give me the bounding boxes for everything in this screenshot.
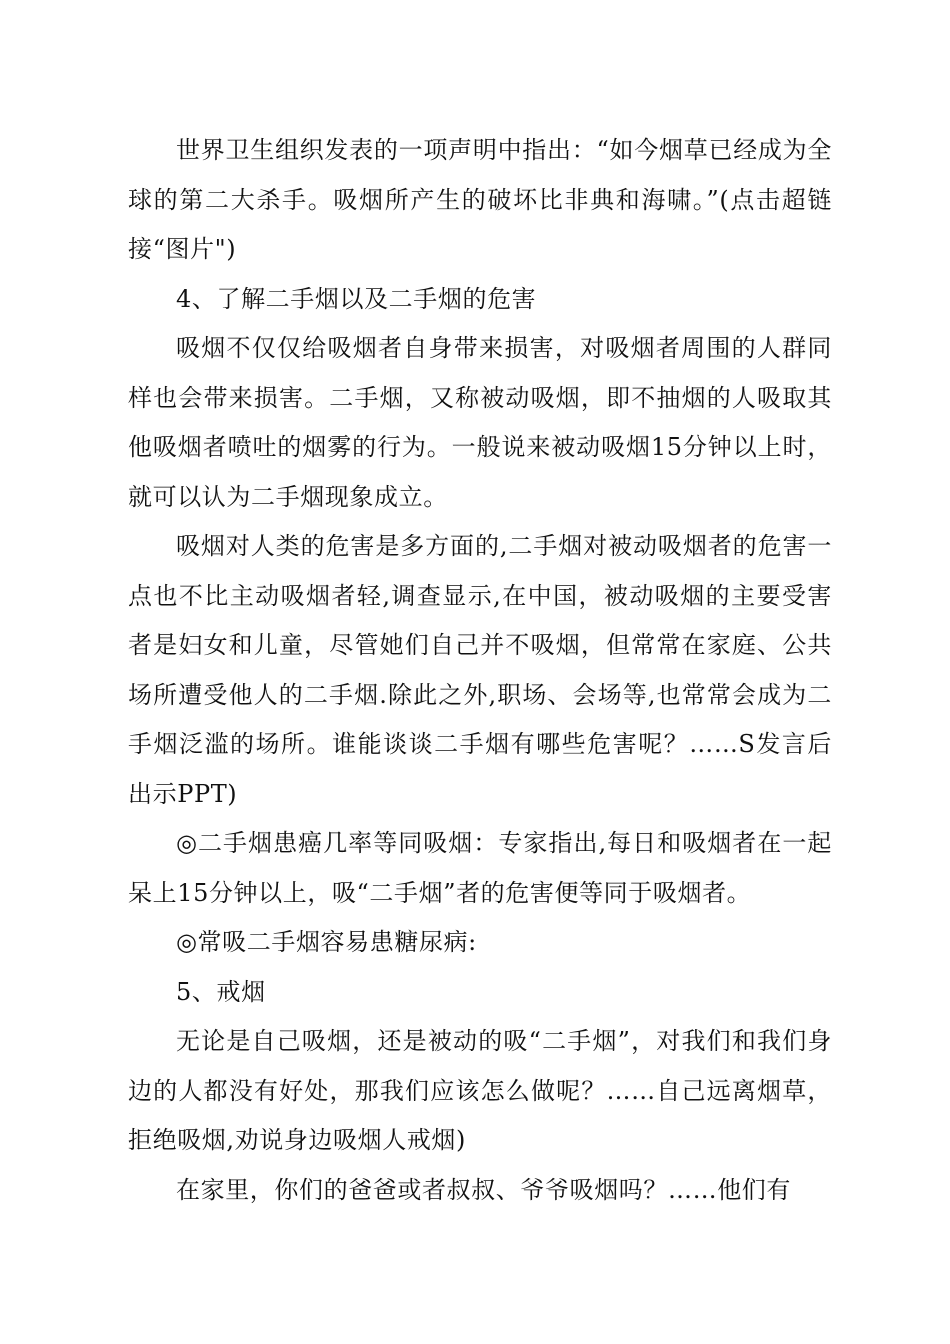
document-body	[128, 126, 832, 1215]
paragraph-who-statement: 世界卫生组织发表的一项声明中指出：“如今烟草已经成为全球的第二大杀手。吸烟所产生的破坏比非典和海啸。”(点击超链接“图片")	[128, 136, 832, 263]
paragraph-secondhand-harm: 吸烟对人类的危害是多方面的,二手烟对被动吸烟者的危害一点也不比主动吸烟者轻,调查显示,在中国，被动吸烟的主要受害者是妇女和儿童，尽管她们自己并不吸烟，但常常在家庭、公共场所遭受他人的二手烟.除此之外,职场、会场等,也常常会成为二手烟泛滥的场所。谁能谈谈二手烟有哪些危害呢？……S发言后出示PPT)	[128, 532, 832, 808]
bullet-cancer-risk: ◎二手烟患癌几率等同吸烟：专家指出,每日和吸烟者在一起呆上15分钟以上，吸“二手烟”者的危害便等同于吸烟者。	[128, 829, 832, 907]
paragraph-what-to-do: 无论是自己吸烟，还是被动的吸“二手烟”，对我们和我们身边的人都没有好处，那我们应该怎么做呢？……自己远离烟草，拒绝吸烟,劝说身边吸烟人戒烟)	[128, 1027, 832, 1154]
bullet-diabetes-risk: ◎常吸二手烟容易患糖尿病:	[176, 928, 477, 956]
paragraph-secondhand-definition: 吸烟不仅仅给吸烟者自身带来损害，对吸烟者周围的人群同样也会带来损害。二手烟，又称被动吸烟，即不抽烟的人吸取其他吸烟者喷吐的烟雾的行为。一般说来被动吸烟15分钟以上时，就可以认为二手烟现象成立。	[128, 334, 832, 511]
section-heading-quit-smoking: 5、戒烟	[176, 977, 266, 1006]
paragraph-family-question: 在家里，你们的爸爸或者叔叔、爷爷吸烟吗？……他们有	[176, 1175, 791, 1204]
section-heading-secondhand-smoke: 4、了解二手烟以及二手烟的危害	[176, 284, 537, 313]
